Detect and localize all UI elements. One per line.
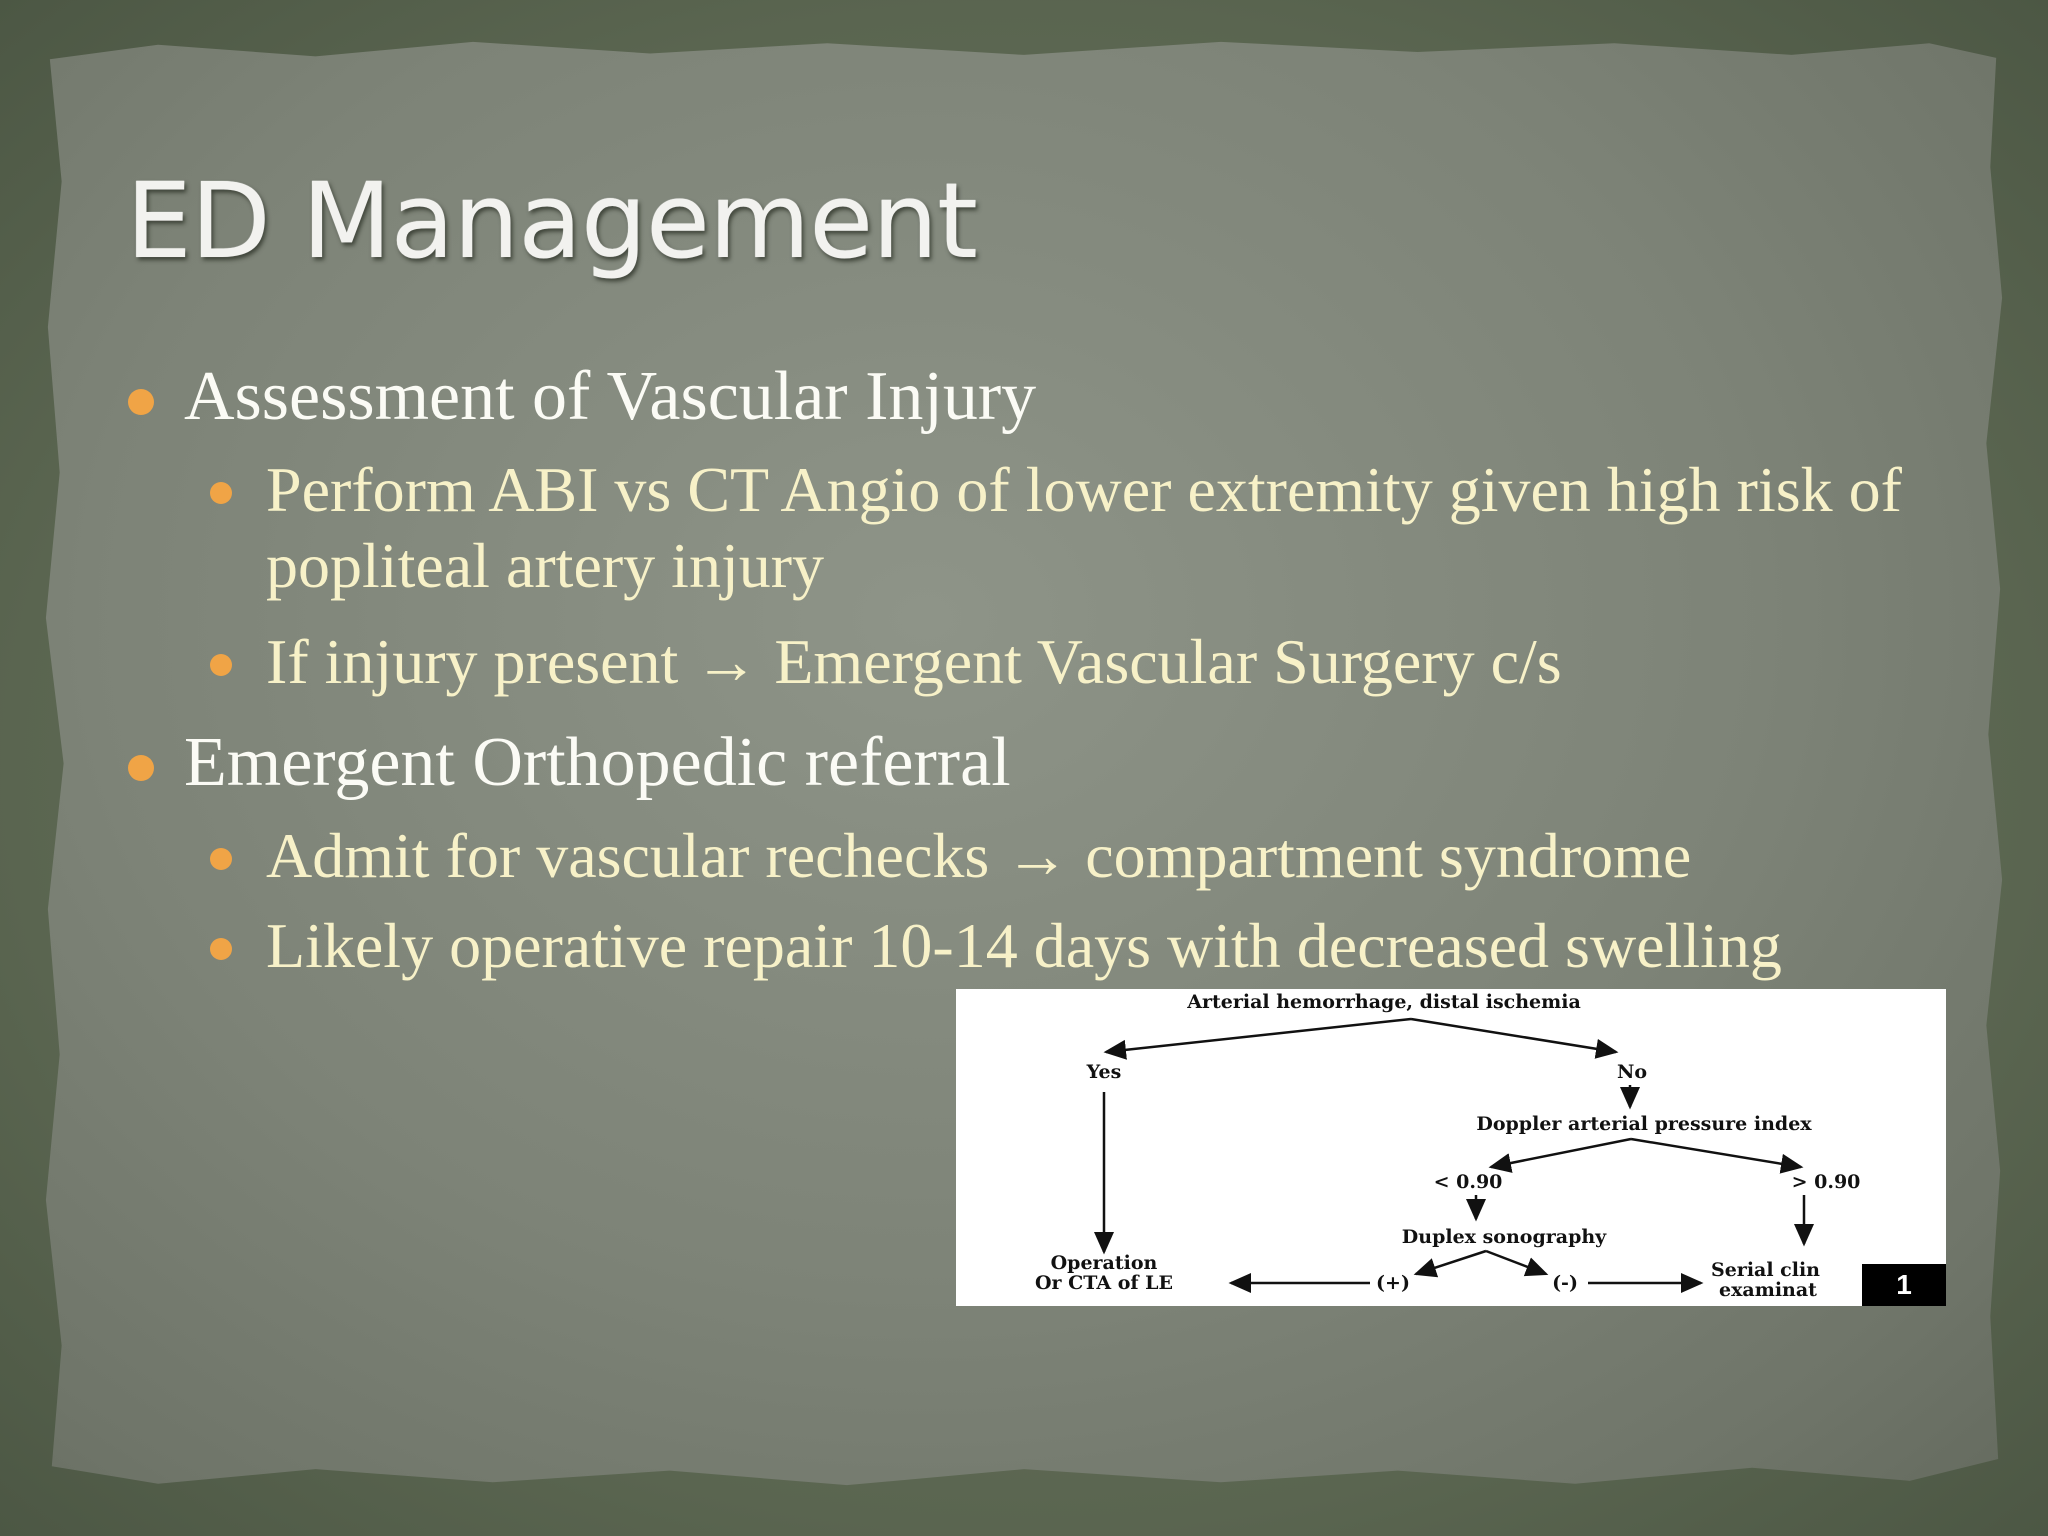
arrow-top-to-yes bbox=[1106, 1019, 1411, 1052]
bullet-dot-icon bbox=[210, 938, 232, 960]
bullet-dot-icon bbox=[210, 482, 232, 504]
bullet-dot-icon bbox=[210, 654, 232, 676]
arrow-duplex-to-neg bbox=[1486, 1251, 1546, 1274]
slide-title: ED Management bbox=[126, 160, 977, 282]
flow-no-label: No bbox=[1616, 1061, 1648, 1083]
bullet-level2 bbox=[266, 452, 1906, 603]
bullet-dot-icon bbox=[128, 755, 154, 781]
flow-operation-label: Operation bbox=[1050, 1252, 1158, 1274]
bullet-level1 bbox=[184, 356, 1036, 439]
bullet-text: Likely operative repair 10-14 days with decreased swelling bbox=[266, 910, 1782, 981]
arrow-doppler-to-gt bbox=[1631, 1139, 1801, 1167]
flow-negative-label: (-) bbox=[1552, 1272, 1578, 1294]
bullet-text: Perform ABI vs CT Angio of lower extremity given high risk of popliteal artery injury bbox=[266, 454, 1902, 601]
flow-duplex-label: Duplex sonography bbox=[1401, 1226, 1607, 1248]
bullet-dot-icon bbox=[128, 389, 154, 415]
flow-serial-label: Serial clin bbox=[1711, 1259, 1820, 1281]
flow-gt-label: > 0.90 bbox=[1791, 1171, 1861, 1193]
flow-exam-label: examinat bbox=[1719, 1279, 1817, 1301]
bullet-level1 bbox=[184, 722, 1011, 805]
bullet-dot-icon bbox=[210, 848, 232, 870]
flow-top-label: Arterial hemorrhage, distal ischemia bbox=[1187, 991, 1581, 1013]
flow-doppler-label: Doppler arterial pressure index bbox=[1476, 1113, 1812, 1135]
bullet-text: If injury present → Emergent Vascular Surgery c/s bbox=[266, 626, 1562, 697]
bullet-text: Assessment of Vascular Injury bbox=[184, 358, 1037, 435]
arrow-doppler-to-lt bbox=[1491, 1139, 1631, 1167]
bullet-text: Admit for vascular rechecks → compartment syndrome bbox=[266, 820, 1692, 891]
flow-cta-label: Or CTA of LE bbox=[1034, 1272, 1174, 1294]
flow-positive-label: (+) bbox=[1376, 1272, 1410, 1294]
image-number-badge: 1 bbox=[1862, 1264, 1946, 1306]
arrow-duplex-to-pos bbox=[1416, 1251, 1486, 1274]
vascular-flowchart-image bbox=[956, 989, 1946, 1306]
bullet-level2 bbox=[266, 908, 1906, 984]
bullet-level2 bbox=[266, 624, 1906, 700]
bullet-level2 bbox=[266, 818, 1906, 894]
flow-lt-label: < 0.90 bbox=[1433, 1171, 1503, 1193]
flowchart-diagram bbox=[956, 989, 1946, 1306]
arrow-top-to-no bbox=[1411, 1019, 1616, 1052]
flow-yes-label: Yes bbox=[1086, 1061, 1122, 1083]
bullet-text: Emergent Orthopedic referral bbox=[184, 724, 1011, 801]
